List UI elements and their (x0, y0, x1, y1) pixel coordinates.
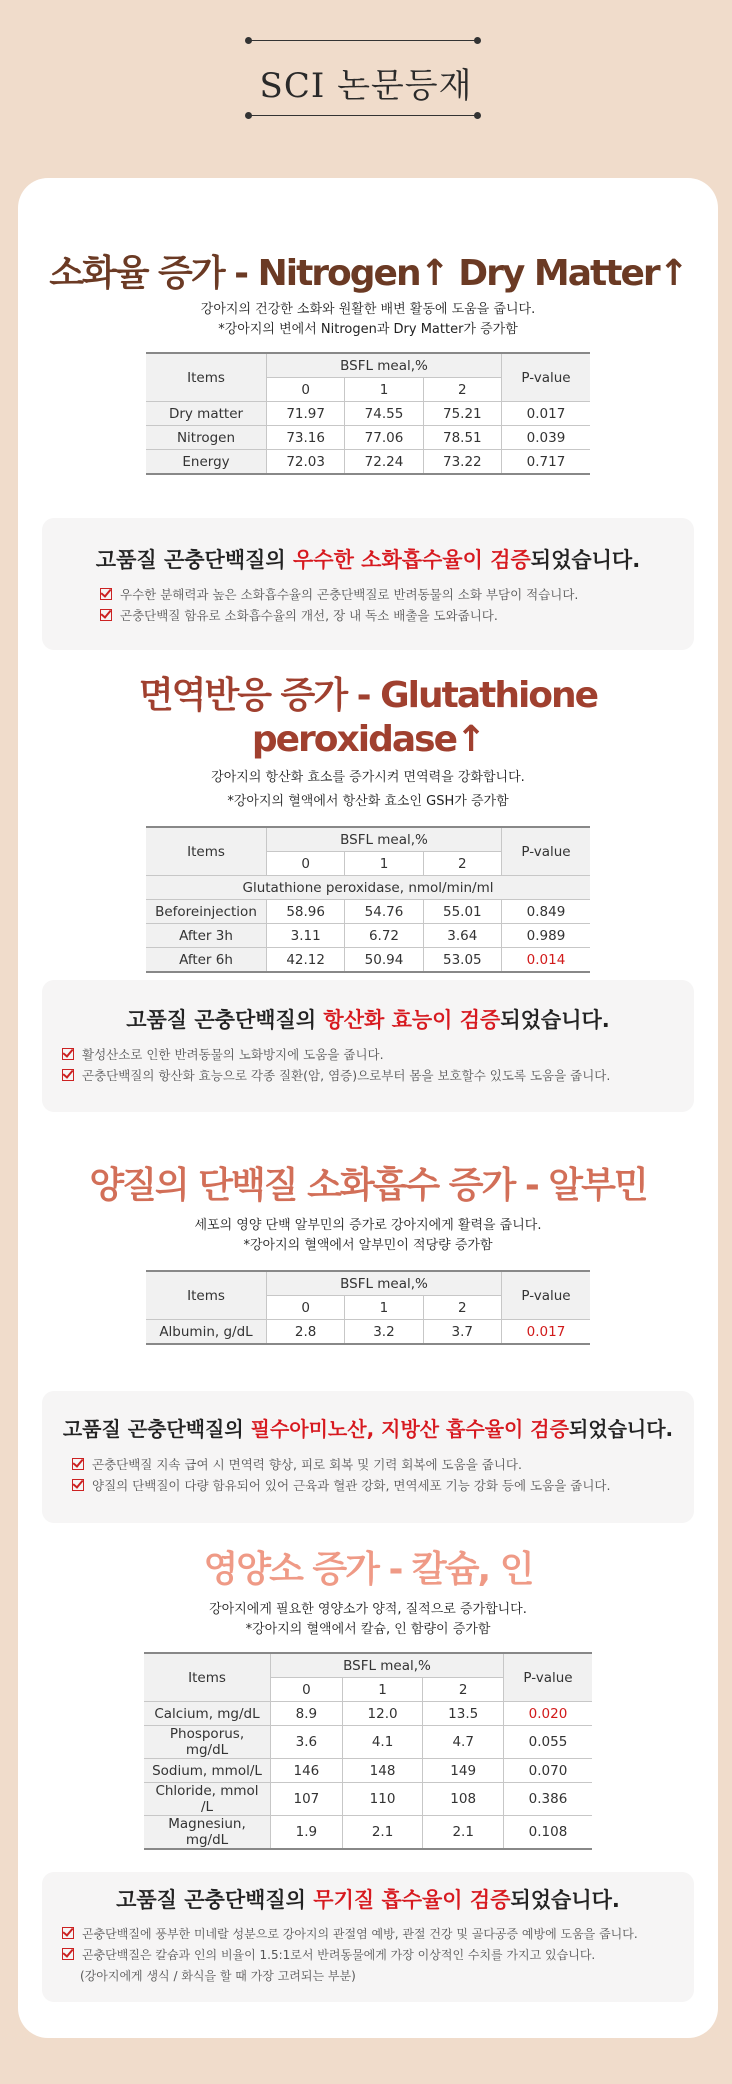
table-row: Dry matter 71.97 74.55 75.21 0.017 (146, 402, 590, 426)
section-title: 양질의 단백질 소화흡수 증가 - 알부민 (89, 1165, 647, 1206)
table-row: Albumin, g/dL 2.8 3.2 3.7 0.017 (146, 1320, 590, 1345)
level-header: 1 (345, 378, 423, 402)
col-group: BSFL meal,% (267, 353, 502, 378)
section-note: *강아지의 혈액에서 항산화 효소인 GSH가 증가함 (227, 794, 509, 809)
checkbox-icon (72, 1458, 84, 1470)
checklist-item: 활성산소로 인한 반려동물의 노화방지에 도움을 줍니다. (62, 1044, 694, 1065)
header-divider-top (248, 40, 478, 41)
data-table (146, 352, 590, 475)
section-immunity (18, 674, 718, 973)
data-table: Items BSFL meal,% P-value 0 1 2 Albumin, g/dL 2.8 3.2 3.7 0.017 (146, 1270, 590, 1345)
table-row: Phosporus, mg/dL 3.6 4.1 4.7 0.055 (144, 1726, 592, 1759)
table-row: After 6h 42.12 50.94 53.05 0.014 (146, 948, 590, 973)
section-description: 강아지에게 필요한 영양소가 양적, 질적으로 증가합니다. (209, 1602, 527, 1617)
section-description: 강아지의 건강한 소화와 원활한 배변 활동에 도움을 줍니다. (200, 302, 536, 317)
checklist-item: 우수한 분해력과 높은 소화흡수율의 곤충단백질로 반려동물의 소화 부담이 적습니다. (100, 584, 694, 605)
checklist-item: 양질의 단백질이 다량 함유되어 있어 근육과 혈관 강화, 면역세포 기능 강화 등에 도움을 줍니다. (72, 1475, 694, 1496)
summary-box (42, 1391, 694, 1523)
col-items: Items (146, 353, 267, 402)
table-row: Sodium, mmol/L 146 148 149 0.070 (144, 1759, 592, 1783)
table-subheader: Glutathione peroxidase, nmol/min/ml (146, 876, 590, 900)
section-note: *강아지의 변에서 Nitrogen과 Dry Matter가 증가함 (218, 322, 518, 337)
header-divider-bottom (248, 115, 478, 116)
section-digestibility (18, 252, 718, 475)
summary-title: 고품질 곤충단백질의 항산화 효능이 검증되었습니다. (126, 1008, 610, 1032)
table-row: Magnesiun, mg/dL 1.9 2.1 2.1 0.108 (144, 1816, 592, 1850)
section-description: 강아지의 항산화 효소를 증가시켜 면역력을 강화합니다. (211, 770, 525, 785)
checkbox-icon (62, 1927, 74, 1939)
table-row: Calcium, mg/dL 8.9 12.0 13.5 0.020 (144, 1702, 592, 1726)
table-row: After 3h 3.11 6.72 3.64 0.989 (146, 924, 590, 948)
checkbox-icon (100, 609, 112, 621)
data-table: Items BSFL meal,% P-value 0 1 2 Calcium, mg/dL 8.9 12.0 13.5 0.020 Phosporus, mg/dL 3.6 4.1 4.7 0.055 Sodium, mmol/L 146 148 149 0.070 Chloride, mmol /L 107 110 108 0.386 Magnesiun, mg/dL 1.9 2.1 2.1 0.108 (144, 1652, 592, 1850)
table-row: Beforeinjection 58.96 54.76 55.01 0.849 (146, 900, 590, 924)
checklist-item: 곤충단백질 지속 급여 시 면역력 향상, 피로 회복 및 기력 회복에 도움을 줍니다. (72, 1454, 694, 1475)
data-table: Items BSFL meal,% P-value 0 1 2 Glutathione peroxidase, nmol/min/ml Beforeinjection 58.96 54.76 55.01 0.849 After 3h 3.11 6.72 3.64 0.989 After 6h 42.12 50.94 53.05 0.014 (146, 826, 590, 973)
col-pvalue: P-value (502, 353, 591, 402)
section-title: 면역반응 증가 - Glutathione peroxidase↑ (138, 675, 598, 760)
section-note: *강아지의 혈액에서 알부민이 적당량 증가함 (243, 1238, 493, 1253)
checklist-note: (강아지에게 생식 / 화식을 할 때 가장 고려되는 부분) (80, 1969, 356, 1983)
table-row: Nitrogen 73.16 77.06 78.51 0.039 (146, 426, 590, 450)
summary-title: 고품질 곤충단백질의 무기질 흡수율이 검증되었습니다. (116, 1888, 620, 1912)
section-title: 영양소 증가 - 칼슘, 인 (203, 1549, 533, 1590)
section-description: 세포의 영양 단백 알부민의 증가로 강아지에게 활력을 줍니다. (194, 1218, 542, 1233)
summary-box (42, 1872, 694, 2002)
summary-box (42, 518, 694, 650)
summary-title: 고품질 곤충단백질의 필수아미노산, 지방산 흡수율이 검증되었습니다. (62, 1417, 674, 1441)
level-header: 2 (423, 378, 501, 402)
checkbox-icon (62, 1069, 74, 1081)
level-header: 0 (267, 378, 345, 402)
checklist-item: 곤충단백질의 항산화 효능으로 각종 질환(암, 염증)으로부터 몸을 보호할수 있도록 도움을 줍니다. (62, 1065, 694, 1086)
section-title: 소화율 증가 - Nitrogen↑ Dry Matter↑ (49, 253, 687, 294)
section-minerals (18, 1548, 718, 1850)
section-note: *강아지의 혈액에서 칼슘, 인 함량이 증가함 (245, 1622, 491, 1637)
content-card (18, 178, 718, 2038)
table-row: Energy 72.03 72.24 73.22 0.717 (146, 450, 590, 475)
checkbox-icon (100, 588, 112, 600)
checklist-item: 곤충단백질 함유로 소화흡수율의 개선, 장 내 독소 배출을 도와줍니다. (100, 605, 694, 626)
checklist-item: 곤충단백질은 칼슘과 인의 비율이 1.5:1로서 반려동물에게 가장 이상적인 수치를 가지고 있습니다. (62, 1945, 694, 1966)
page-title: SCI 논문등재 (259, 66, 473, 106)
checkbox-icon (72, 1479, 84, 1491)
checklist-item: 곤충단백질에 풍부한 미네랄 성분으로 강아지의 관절염 예방, 관절 건강 및 골다공증 예방에 도움을 줍니다. (62, 1924, 694, 1945)
summary-box (42, 980, 694, 1112)
page-header (0, 0, 732, 178)
checkbox-icon (62, 1948, 74, 1960)
table-row: Chloride, mmol /L 107 110 108 0.386 (144, 1783, 592, 1816)
checkbox-icon (62, 1048, 74, 1060)
section-albumin (18, 1164, 718, 1345)
summary-title: 고품질 곤충단백질의 우수한 소화흡수율이 검증되었습니다. (95, 548, 641, 572)
